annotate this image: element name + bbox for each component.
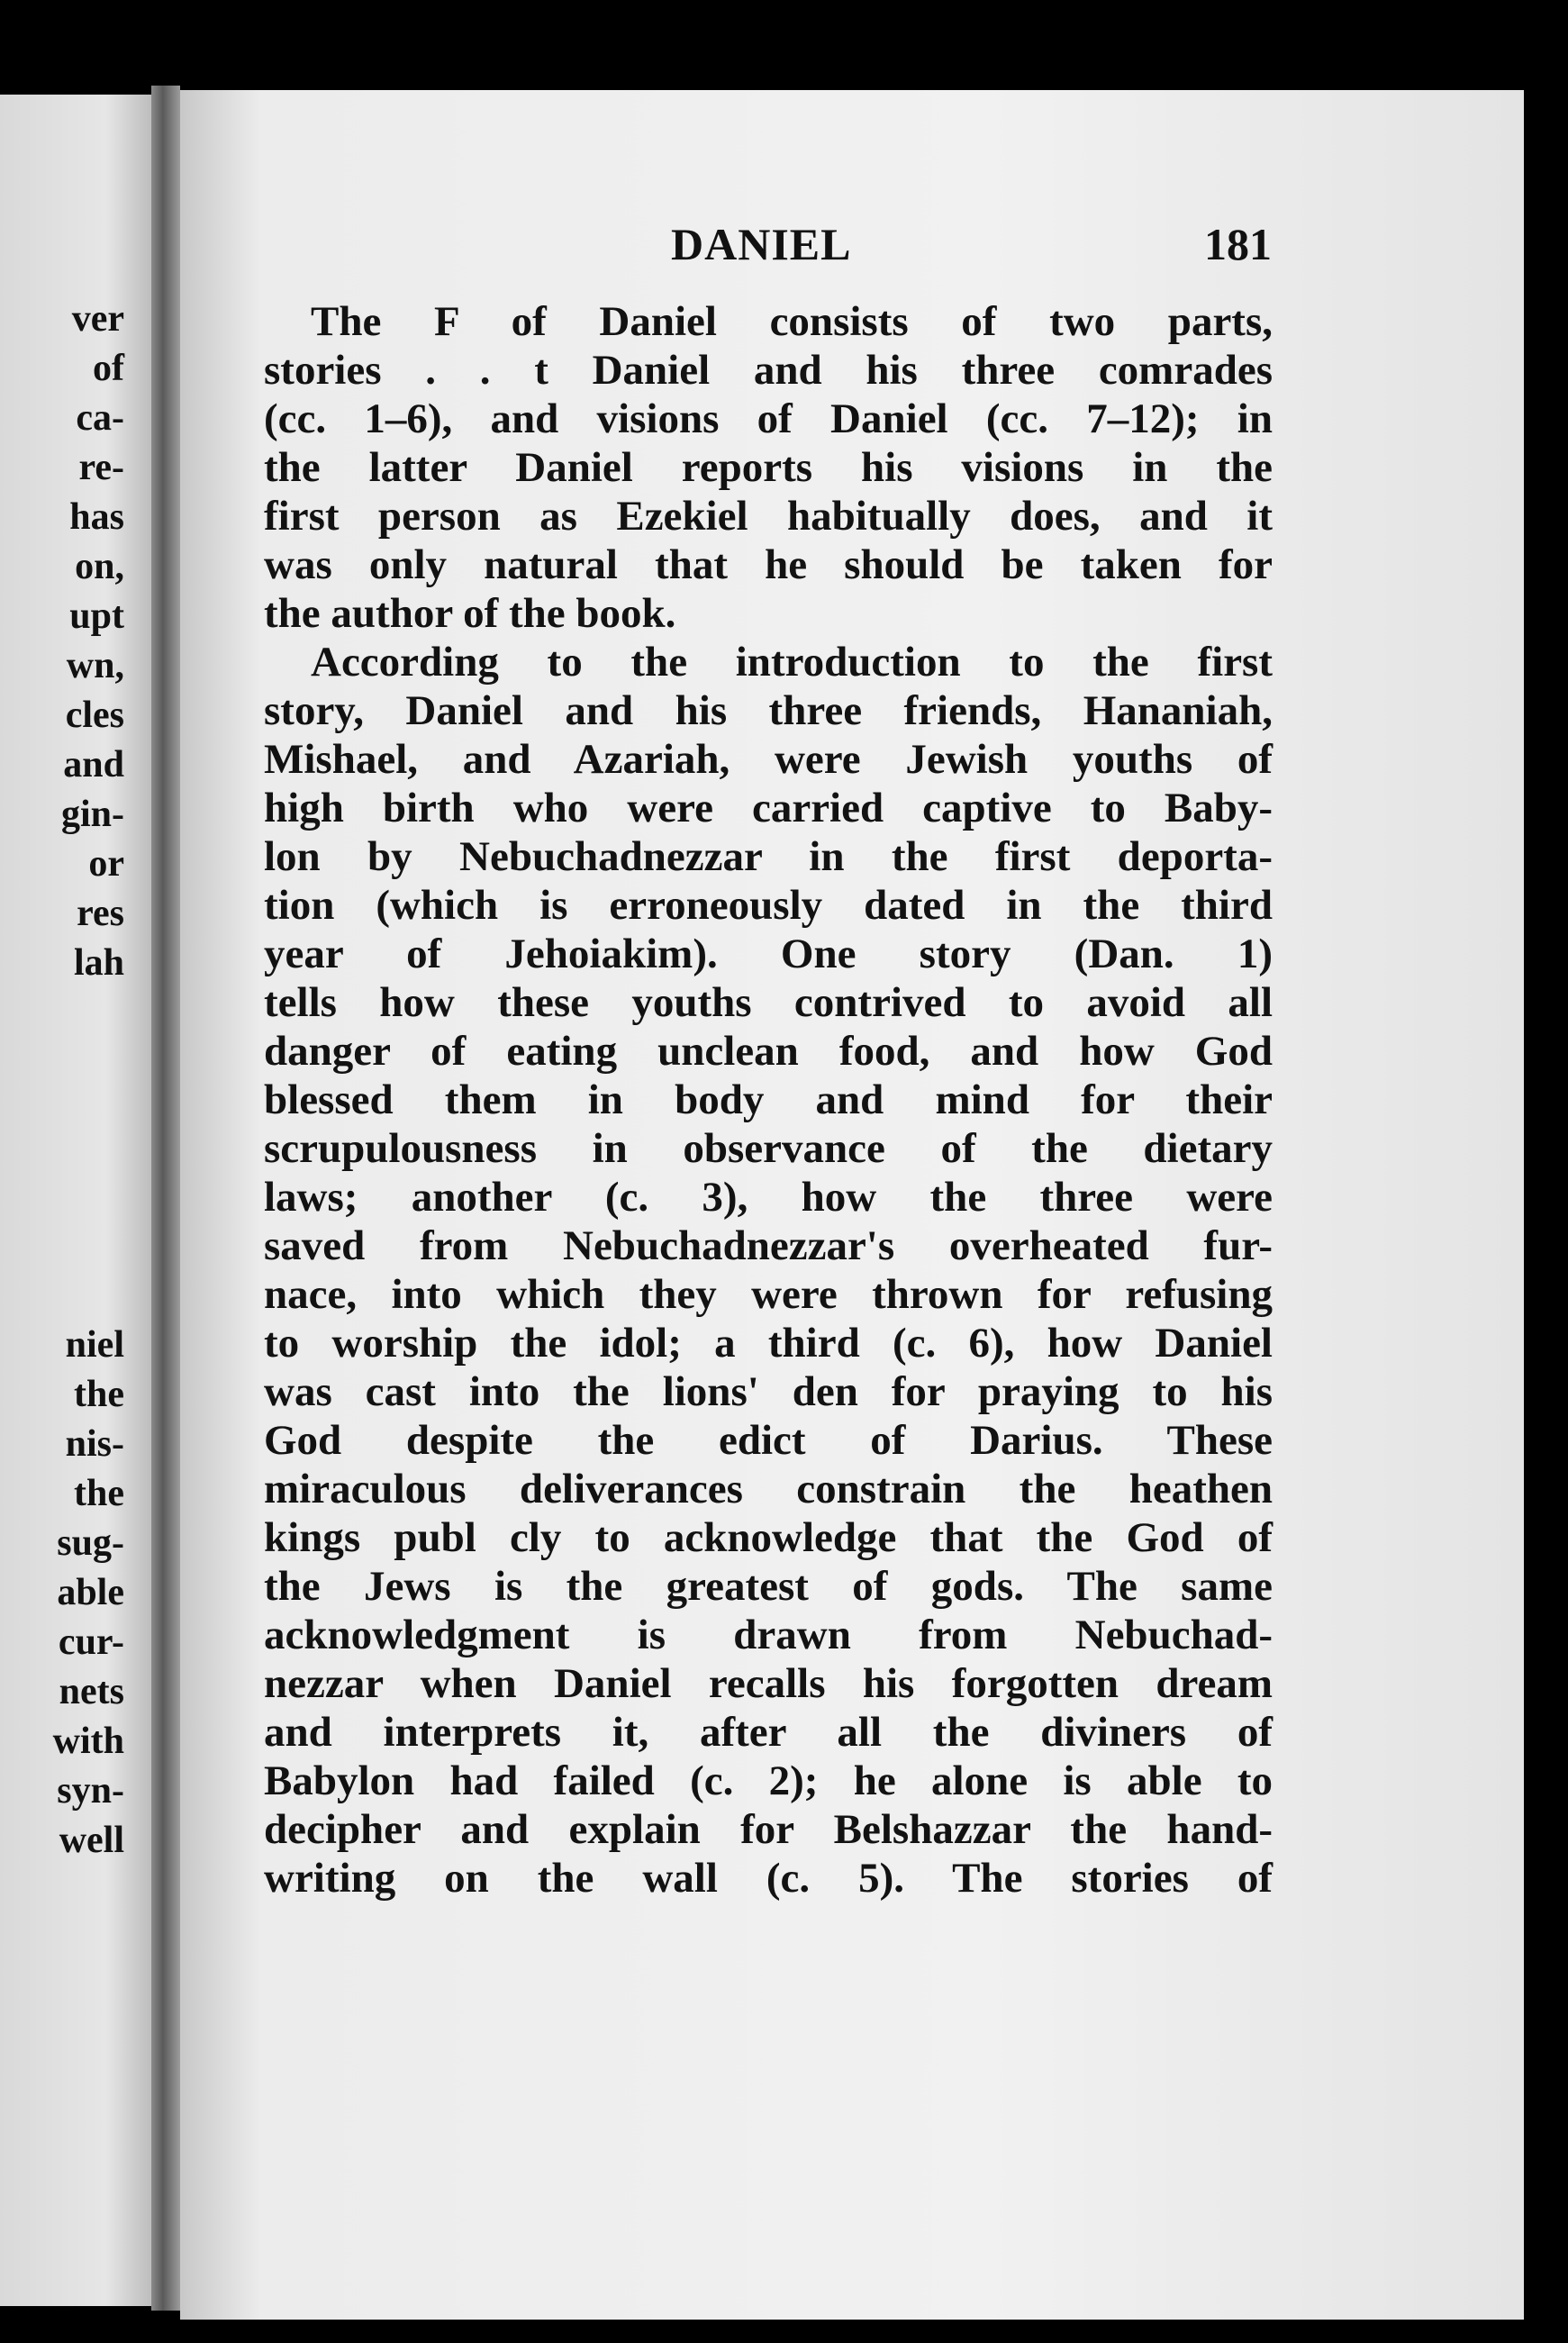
left-page-line: has xyxy=(69,496,124,538)
left-page-line: wn, xyxy=(66,645,124,686)
text-line: story, Daniel and his three friends, Hananiah, xyxy=(264,687,1273,734)
text-line: (cc. 1–6), and visions of Daniel (cc. 7–12); in xyxy=(264,395,1273,442)
book-gutter xyxy=(151,86,180,2311)
text-line: writing on the wall (c. 5). The stories of xyxy=(264,1855,1273,1902)
text-line: nace, into which they were thrown for refusing xyxy=(264,1271,1273,1318)
text-line: tion (which is erroneously dated in the third xyxy=(264,882,1273,929)
left-page-line: lah xyxy=(73,942,124,984)
text-line: and interprets it, after all the diviners of xyxy=(264,1709,1273,1756)
left-page-line: ca- xyxy=(76,397,124,439)
right-page xyxy=(180,90,1524,2320)
text-line: the author of the book. xyxy=(264,590,676,637)
text-line: nezzar when Daniel recalls his forgotten dream xyxy=(264,1660,1273,1707)
text-line: blessed them in body and mind for their xyxy=(264,1076,1273,1123)
text-line: first person as Ezekiel habitually does, and it xyxy=(264,493,1273,540)
text-line: tells how these youths contrived to avoid all xyxy=(264,979,1273,1026)
left-page-line: nets xyxy=(59,1671,124,1712)
text-line: The F of Daniel consists of two parts, xyxy=(311,298,1273,345)
text-line: laws; another (c. 3), how the three were xyxy=(264,1174,1273,1221)
running-title: DANIEL xyxy=(671,219,852,269)
left-page-line: on, xyxy=(75,546,124,587)
text-line: to worship the idol; a third (c. 6), how Daniel xyxy=(264,1320,1273,1367)
text-line: high birth who were carried captive to Baby- xyxy=(264,785,1273,831)
text-line: lon by Nebuchadnezzar in the first deporta- xyxy=(264,833,1273,880)
left-page-line: cur- xyxy=(58,1621,124,1663)
text-line: acknowledgment is drawn from Nebuchad- xyxy=(264,1612,1273,1658)
left-page-line: or xyxy=(88,843,124,885)
left-page-fragment xyxy=(0,95,151,2306)
left-page-line: gin- xyxy=(60,794,124,835)
left-page-line: upt xyxy=(69,595,124,637)
left-page-line: and xyxy=(63,744,124,786)
left-page-line: res xyxy=(77,893,124,934)
left-page-line: with xyxy=(52,1721,124,1762)
page-number: 181 xyxy=(1204,219,1272,269)
text-line: was only natural that he should be taken for xyxy=(264,541,1273,588)
left-page-line: re- xyxy=(78,447,124,488)
text-line: miraculous deliverances constrain the heathen xyxy=(264,1466,1273,1512)
left-page-line: the xyxy=(74,1374,124,1415)
left-page-line: of xyxy=(93,348,124,389)
left-page-line: well xyxy=(59,1820,124,1861)
text-line: was cast into the lions' den for praying to his xyxy=(264,1368,1273,1415)
text-line: stories . . t Daniel and his three comrades xyxy=(264,347,1273,394)
text-line: Mishael, and Azariah, were Jewish youths of xyxy=(264,736,1273,783)
text-line: danger of eating unclean food, and how God xyxy=(264,1028,1273,1075)
running-head xyxy=(180,218,1524,272)
text-line: Babylon had failed (c. 2); he alone is able to xyxy=(264,1757,1273,1804)
text-line: decipher and explain for Belshazzar the hand- xyxy=(264,1806,1273,1853)
left-page-line: sug- xyxy=(57,1522,124,1564)
text-line: scrupulousness in observance of the dietary xyxy=(264,1125,1273,1172)
text-line: the Jews is the greatest of gods. The same xyxy=(264,1563,1273,1610)
body-text xyxy=(264,297,1273,1903)
text-line: year of Jehoiakim). One story (Dan. 1) xyxy=(264,931,1273,977)
text-line: According to the introduction to the first xyxy=(311,639,1273,686)
text-line: kings publ cly to acknowledge that the God of xyxy=(264,1514,1273,1561)
left-page-line: able xyxy=(57,1572,124,1613)
left-page-line: nis- xyxy=(65,1423,124,1465)
text-line: the latter Daniel reports his visions in the xyxy=(264,444,1273,491)
left-page-line: syn- xyxy=(57,1770,124,1812)
left-page-line: niel xyxy=(65,1324,124,1366)
text-line: saved from Nebuchadnezzar's overheated fur- xyxy=(264,1222,1273,1269)
left-page-line: ver xyxy=(71,298,124,340)
text-line: God despite the edict of Darius. These xyxy=(264,1417,1273,1464)
left-page-line: cles xyxy=(65,695,124,736)
left-page-line: the xyxy=(74,1473,124,1514)
